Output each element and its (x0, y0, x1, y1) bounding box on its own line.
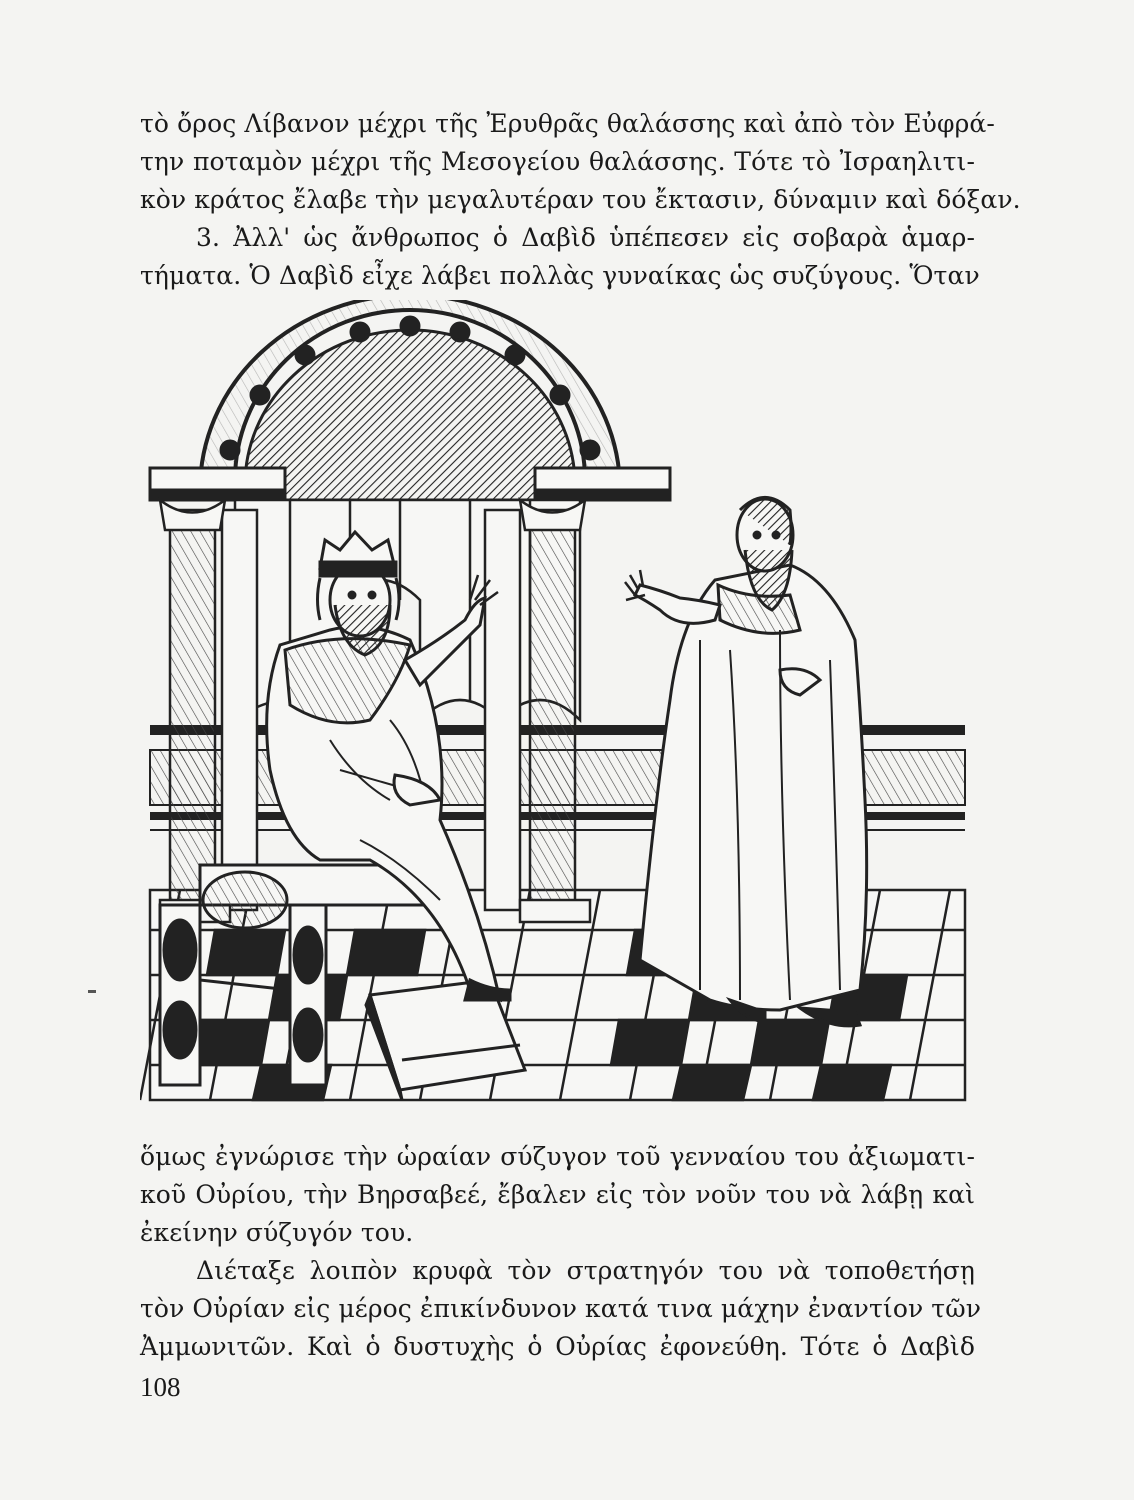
text-line: τὸ ὄρος Λίβανον μέχρι τῆς Ἐρυθρᾶς θαλάσσης καὶ ἀπὸ τὸν Εὐφρά- (140, 109, 995, 138)
margin-mark (88, 990, 96, 993)
text-line: Ἀμμωνιτῶν. Καὶ ὁ δυστυχὴς ὁ Οὐρίας ἐφονεύθη. Τότε ὁ Δαβὶδ (140, 1332, 975, 1361)
text-line: τήματα. Ὁ Δαβὶδ εἶχε λάβει πολλὰς γυναίκας ὡς συζύγους. Ὅταν (140, 261, 980, 290)
text-line: ἐκείνην σύζυγόν του. (140, 1218, 414, 1247)
text-line: τὸν Οὐρίαν εἰς μέρος ἐπικίνδυνον κατά τινα μάχην ἐναντίον τῶν (140, 1294, 982, 1323)
text-line: την ποταμὸν μέχρι τῆς Μεσογείου θαλάσσης. Τότε τὸ Ἰσραηλιτι- (140, 147, 975, 176)
bottom-paragraph (140, 1138, 982, 1366)
page-number: 108 (140, 1372, 181, 1402)
top-paragraph (140, 105, 1021, 295)
text-line: κοῦ Οὐρίου, τὴν Βηρσαβεέ, ἔβαλεν εἰς τὸν νοῦν του νὰ λάβῃ καὶ (140, 1180, 975, 1209)
text-line: 3. Ἀλλ' ὡς ἄνθρωπος ὁ Δαβὶδ ὑπέπεσεν εἰς σοβαρὰ ἁμαρ- (196, 223, 975, 252)
prophet-figure (625, 498, 867, 1026)
illustration-david-and-prophet (140, 300, 975, 1105)
text-line: Διέταξε λοιπὸν κρυφὰ τὸν στρατηγόν του νὰ τοποθετήσῃ (196, 1256, 975, 1285)
text-line: ὅμως ἐγνώρισε τὴν ὡραίαν σύζυγον τοῦ γενναίου του ἀξιωματι- (140, 1142, 975, 1171)
text-line: κὸν κράτος ἔλαβε τὴν μεγαλυτέραν του ἔκτασιν, δύναμιν καὶ δόξαν. (140, 185, 1021, 214)
